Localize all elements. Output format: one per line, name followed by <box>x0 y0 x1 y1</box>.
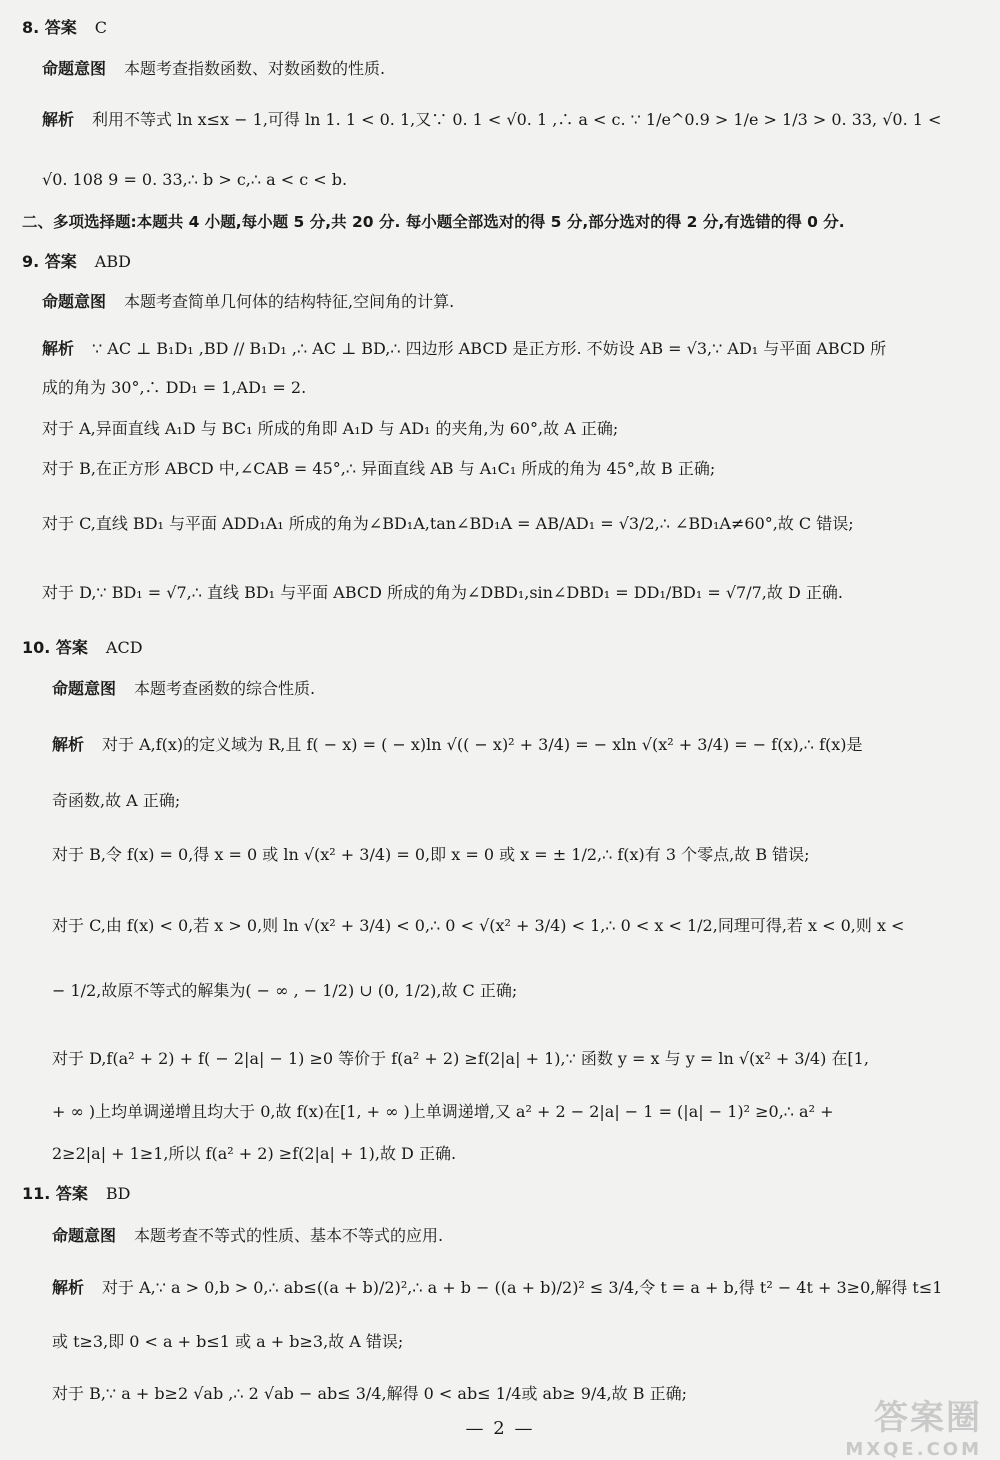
q9-solution-1: ∵ AC ⊥ B₁D₁ ,BD // B₁D₁ ,∴ AC ⊥ BD,∴ 四边形 ABCD 是正方形. 不妨设 AB = √3,∵ AD₁ 与平面 ABCD 所 <box>92 339 887 358</box>
section-heading: 二、多项选择题:本题共 4 小题,每小题 5 分,共 20 分. 每小题全部选对的得 5 分,部分选对的得 2 分,有选错的得 0 分. <box>22 213 845 231</box>
q8-solution-2: √0. 108 9 = 0. 33,∴ b > c,∴ a < c < b. <box>42 170 348 189</box>
q11-intent: 本题考查不等式的性质、基本不等式的应用. <box>134 1226 444 1245</box>
q10-intent: 本题考查函数的综合性质. <box>134 679 316 698</box>
q10-option-b: 对于 B,令 f(x) = 0,得 x = 0 或 ln √(x² + 3/4) = 0,即 x = 0 或 x = ± 1/2,∴ f(x)有 3 个零点,故 B 错误; <box>52 845 810 864</box>
q9-solution-line-1 <box>42 337 886 361</box>
q9-answer: ABD <box>94 252 131 271</box>
q9-option-a: 对于 A,异面直线 A₁D 与 BC₁ 所成的角即 A₁D 与 AD₁ 的夹角,为 60°,故 A 正确; <box>42 419 619 438</box>
q9-answer-line <box>22 250 131 274</box>
q11-solution-line-1 <box>52 1276 942 1300</box>
q11-head: 11. 答案 <box>22 1184 88 1203</box>
q11-solution-1: 对于 A,∵ a > 0,b > 0,∴ ab≤((a + b)/2)²,∴ a + b − ((a + b)/2)² ≤ 3/4,令 t = a + b,得 t² − 4t + 3≥0,解得 t≤1 <box>102 1278 943 1297</box>
watermark-en: MXQE.COM <box>845 1439 982 1460</box>
q10-solution-1: 对于 A,f(x)的定义域为 R,且 f( − x) = ( − x)ln √(( − x)² + 3/4) = − xln √(x² + 3/4) = − f(x),∴ f(x)是 <box>102 735 863 754</box>
q9-option-c: 对于 C,直线 BD₁ 与平面 ADD₁A₁ 所成的角为∠BD₁A,tan∠BD₁A = AB/AD₁ = √3/2,∴ ∠BD₁A≠60°,故 C 错误; <box>42 514 854 533</box>
q11-intent-line <box>52 1224 443 1248</box>
q11-answer-line <box>22 1182 131 1206</box>
q10-solution-label: 解析 <box>52 735 85 754</box>
page-number: — 2 — <box>465 1418 535 1439</box>
q10-head: 10. 答案 <box>22 638 88 657</box>
q8-head: 8. 答案 <box>22 18 77 37</box>
q9-intent: 本题考查简单几何体的结构特征,空间角的计算. <box>124 292 455 311</box>
q11-solution-label: 解析 <box>52 1278 85 1297</box>
q10-intent-label: 命题意图 <box>52 679 117 698</box>
q10-option-d-2: + ∞ )上均单调递增且均大于 0,故 f(x)在[1, + ∞ )上单调递增,又 a² + 2 − 2|a| − 1 = (|a| − 1)² ≥0,∴ a² + <box>52 1102 834 1121</box>
q8-intent: 本题考查指数函数、对数函数的性质. <box>124 59 386 78</box>
q8-intent-line <box>42 57 385 81</box>
q10-option-c-2: − 1/2,故原不等式的解集为( − ∞ , − 1/2) ∪ (0, 1/2),故 C 正确; <box>52 981 518 1000</box>
q10-option-c-1: 对于 C,由 f(x) < 0,若 x > 0,则 ln √(x² + 3/4) < 0,∴ 0 < √(x² + 3/4) < 1,∴ 0 < x < 1/2,同理可得,若 x < 0,则 x < <box>52 916 905 935</box>
q9-solution-label: 解析 <box>42 339 75 358</box>
q9-head: 9. 答案 <box>22 252 77 271</box>
q9-option-d: 对于 D,∵ BD₁ = √7,∴ 直线 BD₁ 与平面 ABCD 所成的角为∠DBD₁,sin∠DBD₁ = DD₁/BD₁ = √7/7,故 D 正确. <box>42 583 843 602</box>
q10-solution-line-2: 奇函数,故 A 正确; <box>52 791 181 810</box>
q10-intent-line <box>52 677 315 701</box>
q8-intent-label: 命题意图 <box>42 59 107 78</box>
q9-intent-line <box>42 290 454 314</box>
q9-intent-label: 命题意图 <box>42 292 107 311</box>
q8-solution-line-1 <box>42 108 941 132</box>
q8-answer: C <box>94 18 108 37</box>
q10-solution-line-1 <box>52 733 863 757</box>
q10-option-d-1: 对于 D,f(a² + 2) + f( − 2|a| − 1) ≥0 等价于 f(a² + 2) ≥f(2|a| + 1),∵ 函数 y = x 与 y = ln √(x² + 3/4) 在[1, <box>52 1049 869 1068</box>
q11-solution-line-2: 或 t≥3,即 0 < a + b≤1 或 a + b≥3,故 A 错误; <box>52 1332 404 1351</box>
q8-solution-1: 利用不等式 ln x≤x − 1,可得 ln 1. 1 < 0. 1,又∵ 0. 1 < √0. 1 ,∴ a < c. ∵ 1/e^0.9 > 1/e > 1/3 > 0. 33, √0. 1 < <box>92 110 942 129</box>
q9-solution-line-2: 成的角为 30°,∴ DD₁ = 1,AD₁ = 2. <box>42 378 307 397</box>
q11-answer: BD <box>105 1184 131 1203</box>
q11-option-b: 对于 B,∵ a + b≥2 √ab ,∴ 2 √ab − ab≤ 3/4,解得 0 < ab≤ 1/4或 ab≥ 9/4,故 B 正确; <box>52 1384 687 1403</box>
q8-answer-line <box>22 16 107 40</box>
q8-solution-label: 解析 <box>42 110 75 129</box>
watermark-cn: 答案圈 <box>874 1398 982 1438</box>
q11-intent-label: 命题意图 <box>52 1226 117 1245</box>
q10-option-d-3: 2≥2|a| + 1≥1,所以 f(a² + 2) ≥f(2|a| + 1),故 D 正确. <box>52 1144 457 1163</box>
q9-option-b: 对于 B,在正方形 ABCD 中,∠CAB = 45°,∴ 异面直线 AB 与 A₁C₁ 所成的角为 45°,故 B 正确; <box>42 459 716 478</box>
q8-solution-line-2 <box>42 168 347 192</box>
watermark-logo <box>845 1390 982 1460</box>
q10-answer-line <box>22 636 143 660</box>
q10-answer: ACD <box>105 638 143 657</box>
